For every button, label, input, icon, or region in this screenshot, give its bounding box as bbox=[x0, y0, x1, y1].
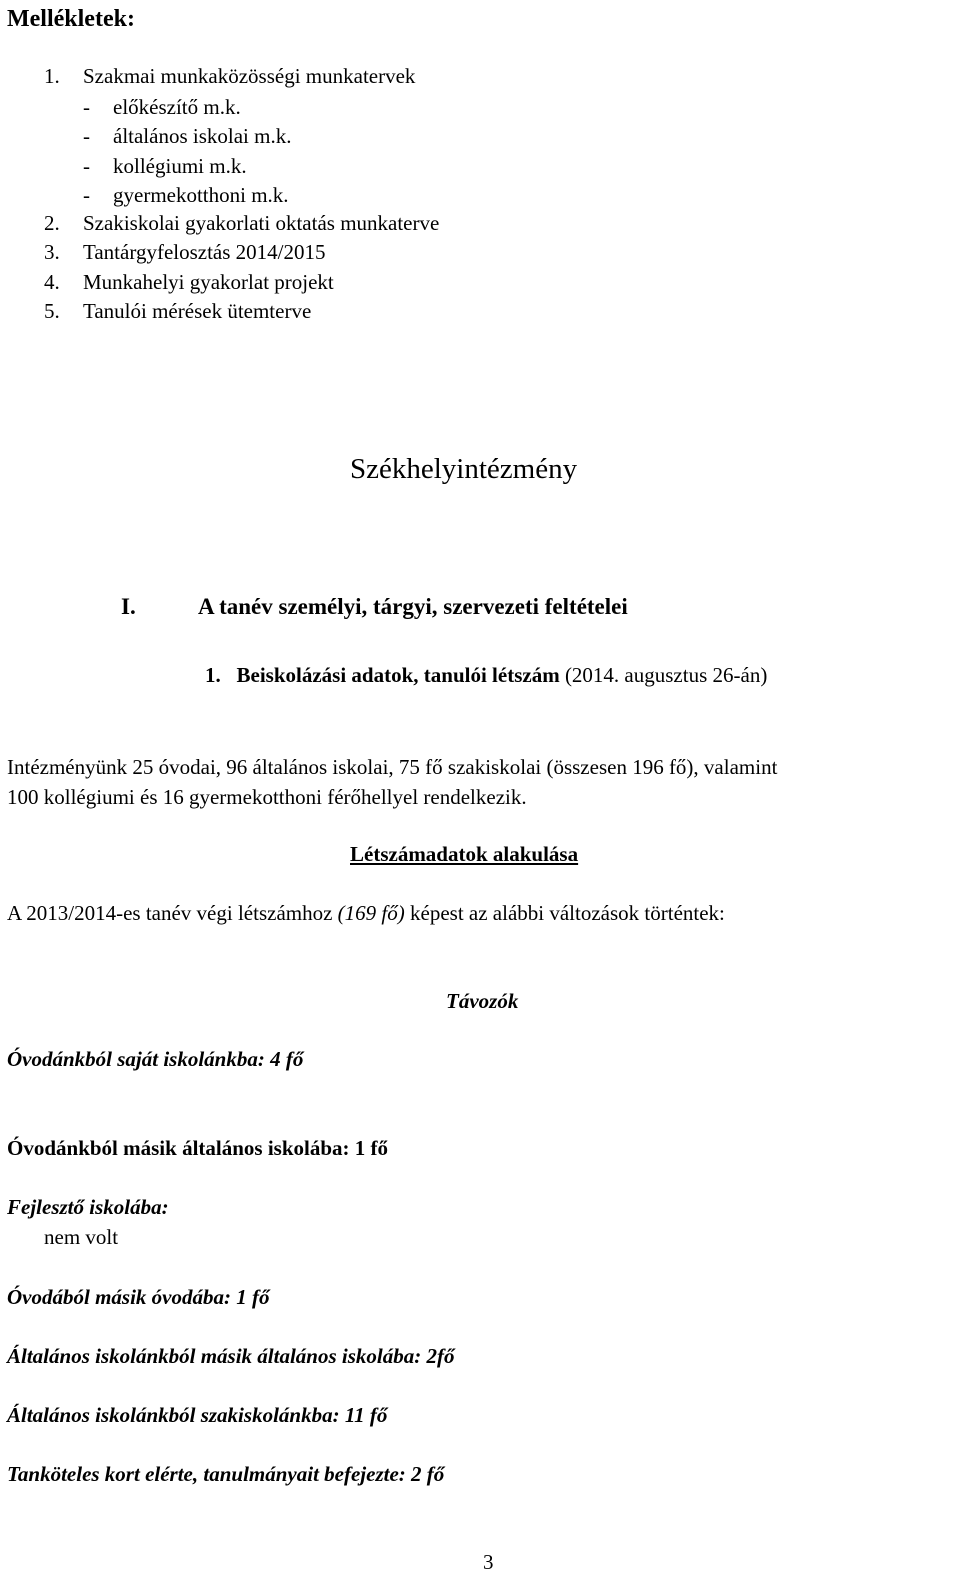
list-item-number: 4. bbox=[44, 270, 60, 294]
paragraph-line: Intézményünk 25 óvodai, 96 általános iskolai, 75 fő szakiskolai (összesen 196 fő), valamint bbox=[7, 755, 778, 779]
leavers-item-value: nem volt bbox=[44, 1225, 119, 1249]
list-item: Tanulói mérések ütemterve bbox=[83, 299, 312, 323]
list-item-number: 5. bbox=[44, 299, 60, 323]
page-number: 3 bbox=[483, 1550, 494, 1574]
sub-list-item: általános iskolai m.k. bbox=[113, 124, 292, 148]
list-item: Szakmai munkaközösségi munkatervek bbox=[83, 64, 416, 88]
sub-list-dash: - bbox=[83, 95, 90, 119]
sub-list-dash: - bbox=[83, 183, 90, 207]
list-item: Szakiskolai gyakorlati oktatás munkaterve bbox=[83, 211, 440, 235]
subsection-number: 1. bbox=[205, 663, 221, 687]
list-item-number: 2. bbox=[44, 211, 60, 235]
stats-intro bbox=[7, 901, 725, 926]
sub-list-dash: - bbox=[83, 154, 90, 178]
sub-list-item: előkészítő m.k. bbox=[113, 95, 241, 119]
leavers-item: Általános iskolánkból szakiskolánkba: 11 fő bbox=[7, 1403, 388, 1427]
leavers-item: Általános iskolánkból másik általános iskolába: 2fő bbox=[7, 1344, 455, 1368]
sub-list-item: gyermekotthoni m.k. bbox=[113, 183, 289, 207]
subsection-title-bold: Beiskolázási adatok, tanulói létszám bbox=[236, 663, 560, 687]
stats-intro-count: (169 fő) bbox=[337, 901, 405, 925]
list-item: Tantárgyfelosztás 2014/2015 bbox=[83, 240, 326, 264]
leavers-item: Tanköteles kort elérte, tanulmányait befejezte: 2 fő bbox=[7, 1462, 445, 1486]
institution-title: Székhelyintézmény bbox=[350, 453, 578, 485]
subsection-title bbox=[205, 663, 767, 688]
paragraph-line: 100 kollégiumi és 16 gyermekotthoni férőhellyel rendelkezik. bbox=[7, 785, 527, 809]
leavers-heading: Távozók bbox=[446, 989, 519, 1013]
section-number: I. bbox=[121, 594, 136, 619]
stats-intro-text: A 2013/2014-es tanév végi létszámhoz bbox=[7, 901, 333, 925]
list-item-number: 1. bbox=[44, 64, 60, 88]
leavers-item: Óvodánkból saját iskolánkba: 4 fő bbox=[7, 1047, 304, 1071]
leavers-item-label: Fejlesztő iskolába: bbox=[7, 1195, 169, 1219]
stats-heading: Létszámadatok alakulása bbox=[350, 842, 579, 866]
subsection-date: (2014. augusztus 26-án) bbox=[564, 663, 768, 687]
sub-list-dash: - bbox=[83, 124, 90, 148]
sub-list-item: kollégiumi m.k. bbox=[113, 154, 247, 178]
stats-intro-text: képest az alábbi változások történtek: bbox=[410, 901, 725, 925]
leavers-item: Óvodából másik óvodába: 1 fő bbox=[7, 1285, 270, 1309]
list-item-number: 3. bbox=[44, 240, 60, 264]
section-title: A tanév személyi, tárgyi, szervezeti feltételei bbox=[198, 594, 628, 619]
leavers-item: Óvodánkból másik általános iskolába: 1 fő bbox=[7, 1136, 389, 1160]
list-item: Munkahelyi gyakorlat projekt bbox=[83, 270, 334, 294]
page-heading: Mellékletek: bbox=[7, 6, 135, 32]
